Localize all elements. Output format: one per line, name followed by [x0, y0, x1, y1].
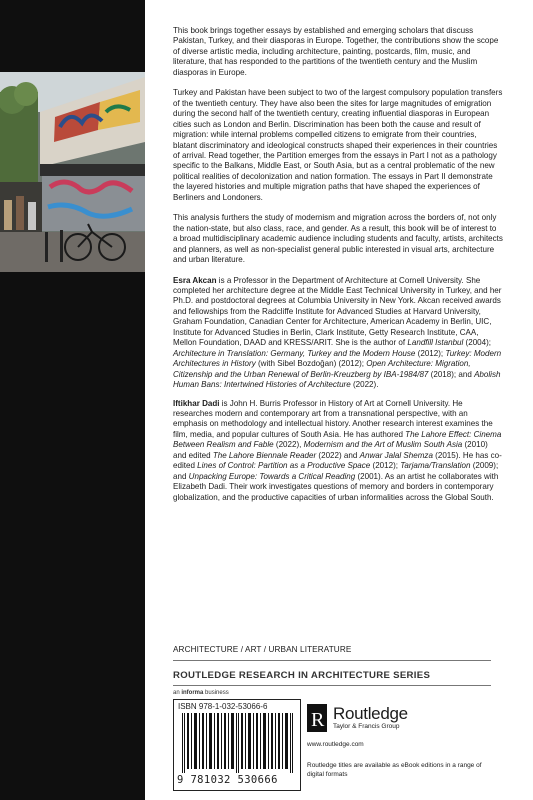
back-cover-text — [173, 26, 503, 511]
bio-text: is John H. Burris Professor in History of Art at Cornell University. He researches modern and contemporary art from a transnational perspective, with an emphasis on methodology and intellectual history. Another research interest examines the film, media, and popular cultures of South Asia. He has authored — [173, 398, 493, 439]
book-title: Abolish Human Bans: Intertwined Histories of Architecture — [173, 369, 501, 390]
bio-text: (2012); — [415, 348, 446, 358]
book-title: Landfill Istanbul — [407, 338, 464, 348]
ebook-note: Routledge titles are available as eBook editions in a range of digital formats — [307, 762, 482, 778]
book-title: Open Architecture: Migration, Citizenship and the Urban Renewal of Berlin-Kreuzberg by IBA-1984/87 — [173, 359, 471, 379]
blurb-paragraph-3: This analysis furthers the study of modernism and migration across the borders of, not only the nation-state, but also class, race, and gender. As a result, this book will be of interest to a broad multidisciplinary academic audience including students and faculty, artists, architects and planners, as well as non-specialist general public interested in visual arts, architecture and urban literature. — [173, 213, 503, 265]
informa-business-label — [173, 690, 229, 696]
publisher-subtitle: Taylor & Francis Group — [333, 723, 400, 730]
book-title: The Lahore Effect: Cinema Between Realism and Fable — [173, 429, 502, 450]
bio-text: (2004); — [463, 338, 492, 348]
blurb-paragraph-2: Turkey and Pakistan have been subject to two of the largest compulsory population transfers of the twentieth century. They have also been the sites for large magnitudes of emigration during the second half of the twentieth century, creating influential diasporas in European cities such as London and Berlin. Discrimination has been both the cause and result of migration: while internal problems compelled citizens to emigrate from their countries, blatant discriminatory and ideological constructs shaped their experiences in their countries of arrival. Read together, the Partition emerges from the essays in Part I not as a pathology specific to the Balkans, Middle East, or South Asia, but as a central problematic of the new political realities of decolonization and nation formation. The essays in Part II demonstrate the layered histories and multiple migration paths that have shaped the experiences of Berliners and Londoners. — [173, 88, 503, 202]
bio-text: (2009); and — [173, 461, 499, 481]
barcode-box — [173, 699, 301, 791]
publisher-block — [307, 704, 497, 794]
book-title: Lines of Control: Partition as a Productive Space — [197, 461, 371, 471]
divider — [173, 685, 491, 686]
bio-text: (2001). As an artist he collaborates with Elizabeth Dadi. Their work investigates questions of memory and borders in contemporary globalization, and the productive capacities of urban informalities across the Global South. — [173, 471, 499, 502]
bio-dadi — [173, 399, 503, 504]
bio-text: (2022) and — [316, 450, 360, 460]
author-name-dadi: Iftikhar Dadi — [173, 398, 220, 408]
informa-suffix: business — [203, 690, 229, 696]
publisher-url: www.routledge.com — [307, 741, 364, 748]
blurb-paragraph-1: This book brings together essays by established and emerging scholars that discuss Pakistan, Turkey, and their diasporas in Europe. Together, the contributions show the scope of diverse artistic media, including architecture, painting, postcards, film, music, and literature, that has responded to the partitions of the twentieth century and the Muslim diasporas in Europe. — [173, 26, 499, 77]
bio-akcan — [173, 276, 503, 391]
book-title: Unpacking Europe: Towards a Critical Reading — [188, 471, 356, 481]
svg-text:R: R — [311, 709, 325, 731]
isbn-text: ISBN 978-1-032-53066-6 — [178, 702, 268, 711]
informa-brand: informa — [181, 690, 204, 696]
series-title: ROUTLEDGE RESEARCH IN ARCHITECTURE SERIES — [173, 670, 431, 681]
book-title: The Lahore Biennale Reader — [212, 450, 317, 460]
bio-text: (2022), — [273, 440, 304, 450]
barcode-digits: 9 781032 530666 — [177, 774, 278, 786]
informa-prefix: an — [173, 690, 182, 696]
routledge-logo-icon — [307, 704, 327, 732]
divider — [173, 660, 491, 661]
book-title: Anwar Jalal Shemza — [359, 450, 433, 460]
book-title: Turkey: Modern Architectures in History — [173, 348, 502, 369]
bio-text: (2010) and edited — [173, 440, 488, 460]
bio-text: (2015). He has co-edited — [173, 450, 502, 471]
book-title: Modernism and the Art of Muslim South Asia — [303, 440, 463, 450]
subject-category: ARCHITECTURE / ART / URBAN LITERATURE — [173, 645, 352, 654]
barcode-bars — [182, 713, 294, 773]
bio-text: (with Sibel Bozdoğan) (2012); — [255, 359, 367, 369]
author-name-akcan: Esra Akcan — [173, 275, 217, 285]
bio-text: is a Professor in the Department of Architecture at Cornell University. She completed her architecture degree at the Middle East Technical University in Turkey, and her Ph.D. and postdoctoral degrees at Columbia University in New York. Akcan received awards and fellowships from the Radcliffe Institute for Advanced Studies at Harvard University, Graham Foundation, Canadian Center for Architecture, American Academy in Berlin, UIC, Institute for Advanced Studies in Berlin, Clark Institute, Getty Research Institute, CAA, Mellon Foundation, DAAD and KRESS/ARIT. She is the author of — [173, 275, 502, 348]
book-title: Architecture in Translation: Germany, Turkey and the Modern House — [173, 348, 416, 358]
publisher-name: Routledge — [333, 704, 408, 723]
cover-photo — [0, 72, 145, 272]
bio-text: (2012); — [370, 461, 401, 471]
bio-text: (2022). — [350, 380, 379, 390]
book-title: Tarjama/Translation — [400, 461, 471, 471]
bio-text: (2018); and — [428, 369, 475, 379]
